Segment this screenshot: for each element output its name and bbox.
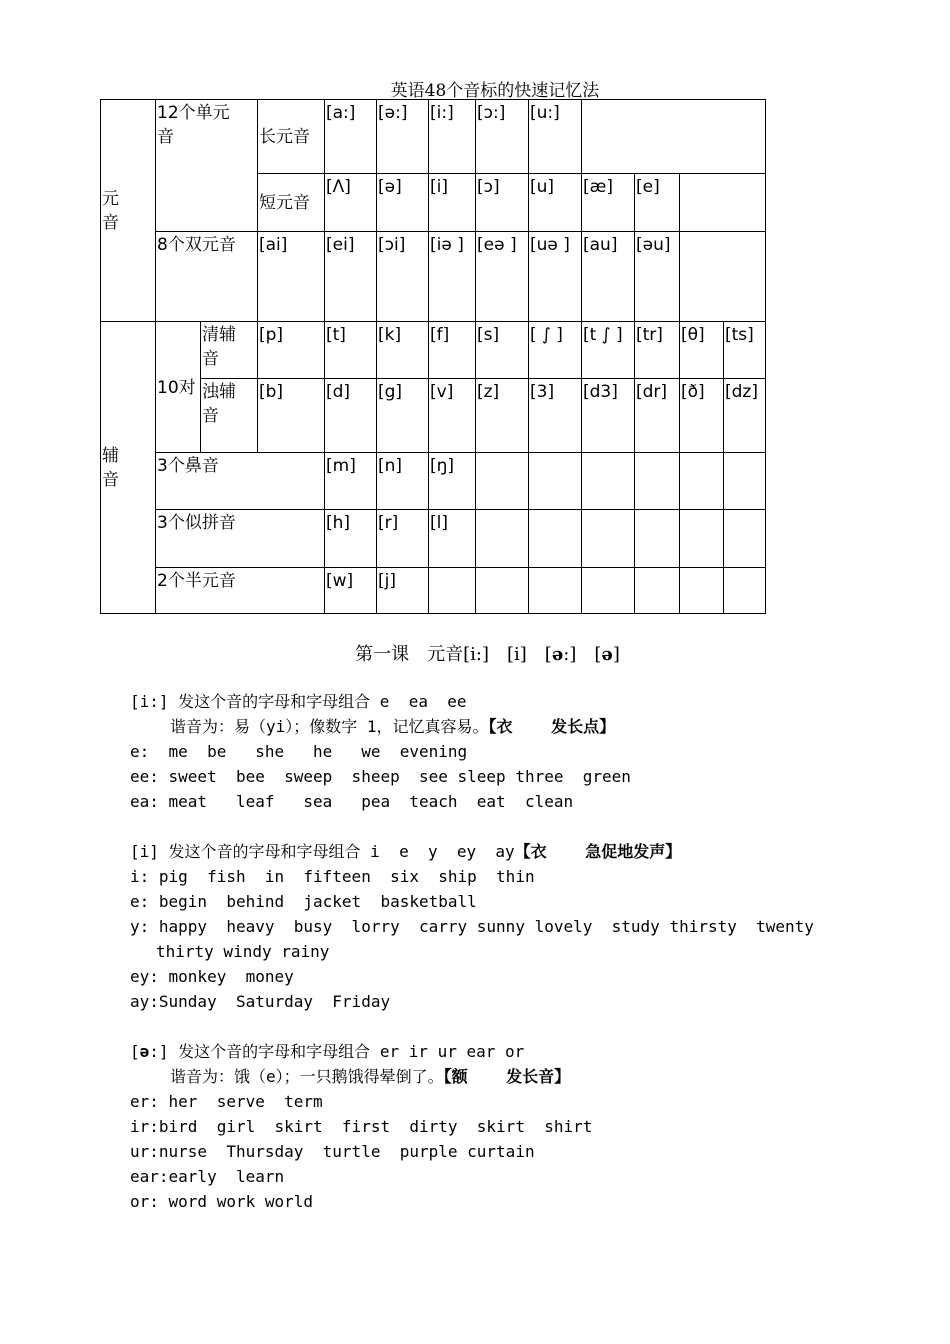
phonetic-table [100, 99, 766, 614]
semivowel-cell: [w] [325, 568, 377, 614]
nasal-cell: [ŋ] [429, 453, 476, 510]
pairs-label: 10对 [156, 322, 201, 453]
empty-cell [529, 510, 582, 568]
pinyin-cell: [r] [377, 510, 429, 568]
example-line: y: happy heavy busy lorry carry sunny lovely study thirsty twenty [130, 917, 814, 936]
diphthong-cell: [iə ] [429, 232, 476, 322]
diphthong-cell: [eə ] [476, 232, 529, 322]
voiced-cell: [v] [429, 379, 476, 453]
example-line: e: begin behind jacket basketball [130, 892, 477, 911]
consonants-label: 辅 音 [101, 322, 156, 614]
semivowel-cell: [j] [377, 568, 429, 614]
example-line: e: me be she he we evening [130, 742, 468, 761]
long-vowel-cell: [a:] [325, 100, 377, 174]
voiced-cell: [ð] [680, 379, 724, 453]
example-line: ee: sweet bee sweep sheep see sleep three green [130, 767, 631, 786]
voiceless-cell: [t] [325, 322, 377, 379]
voiceless-cell: [s] [476, 322, 529, 379]
empty-cell [635, 568, 680, 614]
example-line: ea: meat leaf sea pea teach eat clean [130, 792, 574, 811]
voiceless-cell: [k] [377, 322, 429, 379]
empty-cell [724, 568, 766, 614]
diphthong-cell: [ɔi] [377, 232, 429, 322]
voiced-cell: [d3] [582, 379, 635, 453]
voiced-cell: [b] [258, 379, 325, 453]
empty-cell [635, 453, 680, 510]
nasal-label: 3个鼻音 [156, 453, 325, 510]
diphthong-cell: [ei] [325, 232, 377, 322]
empty-cell [680, 510, 724, 568]
empty-cell [429, 568, 476, 614]
voiceless-cell: [f] [429, 322, 476, 379]
empty-cell [680, 453, 724, 510]
voiceless-cell: [t ∫ ] [582, 322, 635, 379]
pinyin-cell: [h] [325, 510, 377, 568]
empty-cell [476, 568, 529, 614]
monophthongs-label: 12个单元 音 [156, 100, 258, 232]
voiceless-cell: [p] [258, 322, 325, 379]
voiced-cell: [dr] [635, 379, 680, 453]
short-vowel-cell: [ə] [377, 174, 429, 232]
empty-cell [680, 568, 724, 614]
short-vowel-cell: [e] [635, 174, 680, 232]
example-line: or: word work world [130, 1192, 314, 1211]
long-vowel-cell: [u:] [529, 100, 582, 174]
voiceless-cell: [ts] [724, 322, 766, 379]
pinyin-cell: [l] [429, 510, 476, 568]
example-line: i: pig fish in fifteen six ship thin [130, 867, 535, 886]
example-line: ey: monkey money [130, 967, 294, 986]
long-vowel-cell: [i:] [429, 100, 476, 174]
empty-cell [680, 232, 766, 322]
empty-cell [635, 510, 680, 568]
short-vowel-label: 短元音 [258, 174, 325, 232]
pinyin-label: 3个似拼音 [156, 510, 325, 568]
example-line: ir:bird girl skirt first dirty skirt shirt [130, 1117, 593, 1136]
section-heading: [i] 发这个音的字母和字母组合 i e y ey ay【衣 急促地发声】 [130, 842, 682, 861]
voiced-cell: [3] [529, 379, 582, 453]
mnemonic-line: 谐音为：饿（e）；一只鹅饿得晕倒了。【额 发长音】 [170, 1067, 571, 1086]
empty-cell [724, 453, 766, 510]
nasal-cell: [m] [325, 453, 377, 510]
long-vowel-cell: [ə:] [377, 100, 429, 174]
short-vowel-cell: [u] [529, 174, 582, 232]
diphthong-cell: [ai] [258, 232, 325, 322]
diphthong-cell: [au] [582, 232, 635, 322]
diphthong-cell: [əu] [635, 232, 680, 322]
page-title: 英语48个音标的快速记忆法 [390, 81, 600, 101]
lesson-heading: 第一课 元音[i:] [i] [ə:] [ə] [355, 644, 620, 665]
short-vowel-cell: [Λ] [325, 174, 377, 232]
voiced-cell: [z] [476, 379, 529, 453]
voiced-label: 浊辅 音 [201, 379, 258, 453]
diphthong-cell: [uə ] [529, 232, 582, 322]
empty-cell [582, 568, 635, 614]
example-line: er: her serve term [130, 1092, 323, 1111]
section-heading: [i:] 发这个音的字母和字母组合 e ea ee [130, 692, 467, 711]
voiceless-label: 清辅 音 [201, 322, 258, 379]
empty-cell [680, 174, 766, 232]
voiced-cell: [d] [325, 379, 377, 453]
empty-cell [582, 510, 635, 568]
voiced-cell: [g] [377, 379, 429, 453]
short-vowel-cell: [i] [429, 174, 476, 232]
empty-cell [476, 510, 529, 568]
voiceless-cell: [ ∫ ] [529, 322, 582, 379]
vowels-label: 元 音 [101, 100, 156, 322]
voiced-cell: [dz] [724, 379, 766, 453]
short-vowel-cell: [æ] [582, 174, 635, 232]
empty-cell [724, 510, 766, 568]
voiceless-cell: [θ] [680, 322, 724, 379]
empty-cell [476, 453, 529, 510]
example-line-continued: thirty windy rainy [156, 942, 330, 961]
long-vowel-cell: [ɔ:] [476, 100, 529, 174]
empty-cell [582, 453, 635, 510]
empty-cell [529, 568, 582, 614]
semivowel-label: 2个半元音 [156, 568, 325, 614]
section-heading: [ə:] 发这个音的字母和字母组合 er ir ur ear or [130, 1042, 525, 1061]
empty-cell [529, 453, 582, 510]
nasal-cell: [n] [377, 453, 429, 510]
short-vowel-cell: [ɔ] [476, 174, 529, 232]
example-line: ur:nurse Thursday turtle purple curtain [130, 1142, 535, 1161]
empty-cell [582, 100, 766, 174]
example-line: ay:Sunday Saturday Friday [130, 992, 391, 1011]
long-vowel-label: 长元音 [258, 100, 325, 174]
voiceless-cell: [tr] [635, 322, 680, 379]
lesson-notes [130, 689, 814, 1214]
example-line: ear:early learn [130, 1167, 285, 1186]
diphthongs-label: 8个双元音 [156, 232, 258, 322]
mnemonic-line: 谐音为：易（yi）；像数字 1，记忆真容易。【衣 发长点】 [170, 717, 616, 736]
